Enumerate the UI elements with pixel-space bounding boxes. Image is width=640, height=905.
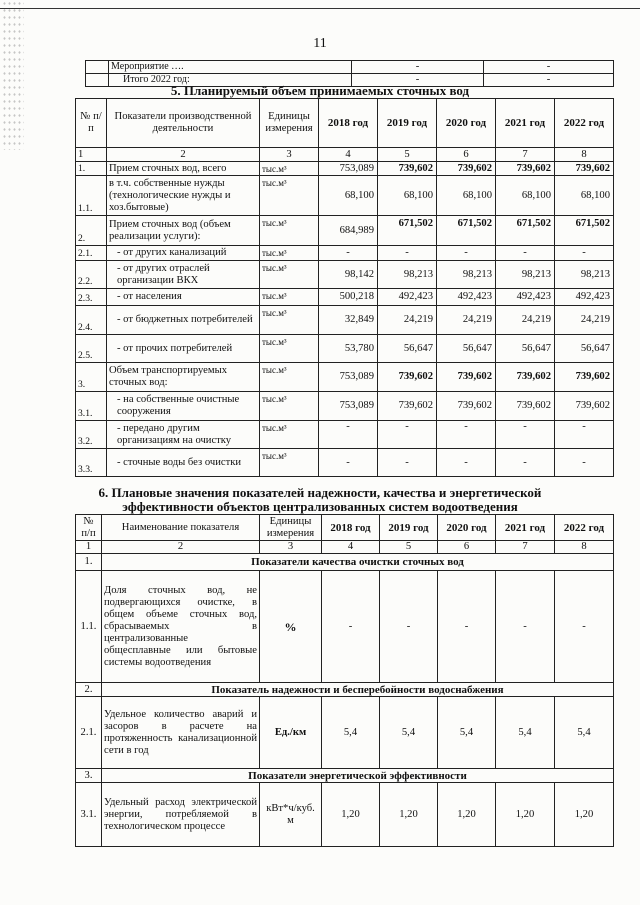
table-row: Итого 2022 год: - - <box>86 74 614 87</box>
table-row: 3.1. Удельный расход электрической энергии, потребляемой в технологическом процессе кВт*ч/куб. м 1,20 1,20 1,20 1,20 1,20 <box>76 783 614 847</box>
group-header-row: 1. Показатели качества очистки сточных вод <box>76 554 614 571</box>
table-row: 2. Прием сточных вод (объем реализации услуги): тыс.м³ 684,989 671,502 671,502 671,502 671,502 <box>76 216 614 246</box>
section6-title-line2: эффективности объектов централизованных систем водоотведения <box>122 499 518 514</box>
col-header: Единицы измерения <box>260 99 319 148</box>
col-header: 2018 год <box>322 515 380 541</box>
section6-title-line1: 6. Плановые значения показателей надежности, качества и энергетической <box>98 485 542 500</box>
scan-edge-noise <box>2 0 24 150</box>
col-header: № п/п <box>76 515 102 541</box>
section5-table <box>75 98 614 477</box>
table-row: 3.1. - на собственные очистные сооружения тыс.м³ 753,089 739,602 739,602 739,602 739,602 <box>76 392 614 421</box>
col-header: 2022 год <box>555 99 614 148</box>
col-header: 2018 год <box>319 99 378 148</box>
col-header: 2019 год <box>378 99 437 148</box>
top-row-label: Мероприятие …. <box>109 61 352 74</box>
index-row: 1 2 3 4 5 6 7 8 <box>76 541 614 554</box>
col-header: Единицы измерения <box>260 515 322 541</box>
table-row: 1.1. в т.ч. собственные нужды (технологические нужды и хоз.бытовые) тыс.м³ 68,100 68,100 68,100 68,100 68,100 <box>76 176 614 216</box>
table-row: 2.4. - от бюджетных потребителей тыс.м³ 32,849 24,219 24,219 24,219 24,219 <box>76 306 614 335</box>
table-row: 2.2. - от других отраслей организации ВКХ тыс.м³ 98,142 98,213 98,213 98,213 98,213 <box>76 261 614 289</box>
col-header: № п/п <box>76 99 107 148</box>
section5-title: 5. Планируемый объем принимаемых сточных вод <box>170 83 470 98</box>
index-row: 1 2 3 4 5 6 7 8 <box>76 148 614 162</box>
top-rule <box>0 8 640 9</box>
col-header: 2022 год <box>555 515 614 541</box>
page-number: 11 <box>313 36 327 51</box>
table-row: 3.2. - передано другим организациям на очистку тыс.м³ - - - - - <box>76 421 614 449</box>
header-row <box>76 99 614 148</box>
group-title: Показатели качества очистки сточных вод <box>102 554 614 571</box>
table-row: Мероприятие …. - - <box>86 61 614 74</box>
table-row: 1.1. Доля сточных вод, не подвергающихся очистке, в общем объеме сточных вод, сбрасываемых в централизованные общесплавные или бытовые системы водоотведения % - - - - - <box>76 571 614 683</box>
group-title: Показатель надежности и бесперебойности водоснабжения <box>102 683 614 697</box>
group-header-row: 2. Показатель надежности и бесперебойности водоснабжения <box>76 683 614 697</box>
col-header: 2021 год <box>496 99 555 148</box>
col-header: 2020 год <box>438 515 496 541</box>
col-header: Наименование показателя <box>102 515 260 541</box>
col-header: Показатели производственной деятельности <box>107 99 260 148</box>
col-header: 2020 год <box>437 99 496 148</box>
top-row-label: Итого 2022 год: <box>109 74 352 87</box>
section6-table <box>75 514 614 847</box>
table-row: 2.5. - от прочих потребителей тыс.м³ 53,780 56,647 56,647 56,647 56,647 <box>76 335 614 363</box>
col-header: 2019 год <box>380 515 438 541</box>
table-row: 2.3. - от населения тыс.м³ 500,218 492,423 492,423 492,423 492,423 <box>76 289 614 306</box>
group-title: Показатели энергетической эффективности <box>102 769 614 783</box>
header-row <box>76 515 614 541</box>
table-row: 3.3. - сточные воды без очистки тыс.м³ - - - - - <box>76 449 614 477</box>
table-row: 3. Объем транспортируемых сточных вод: тыс.м³ 753,089 739,602 739,602 739,602 739,602 <box>76 363 614 392</box>
table-row: 1. Прием сточных вод, всего тыс.м³ 753,089 739,602 739,602 739,602 739,602 <box>76 162 614 176</box>
table-row: 2.1. - от других канализаций тыс.м³ - - - - - <box>76 246 614 261</box>
group-header-row: 3. Показатели энергетической эффективности <box>76 769 614 783</box>
table-row: 2.1. Удельное количество аварий и засоров в расчете на протяженность канализационной сети в год Ед./км 5,4 5,4 5,4 5,4 5,4 <box>76 697 614 769</box>
col-header: 2021 год <box>496 515 555 541</box>
